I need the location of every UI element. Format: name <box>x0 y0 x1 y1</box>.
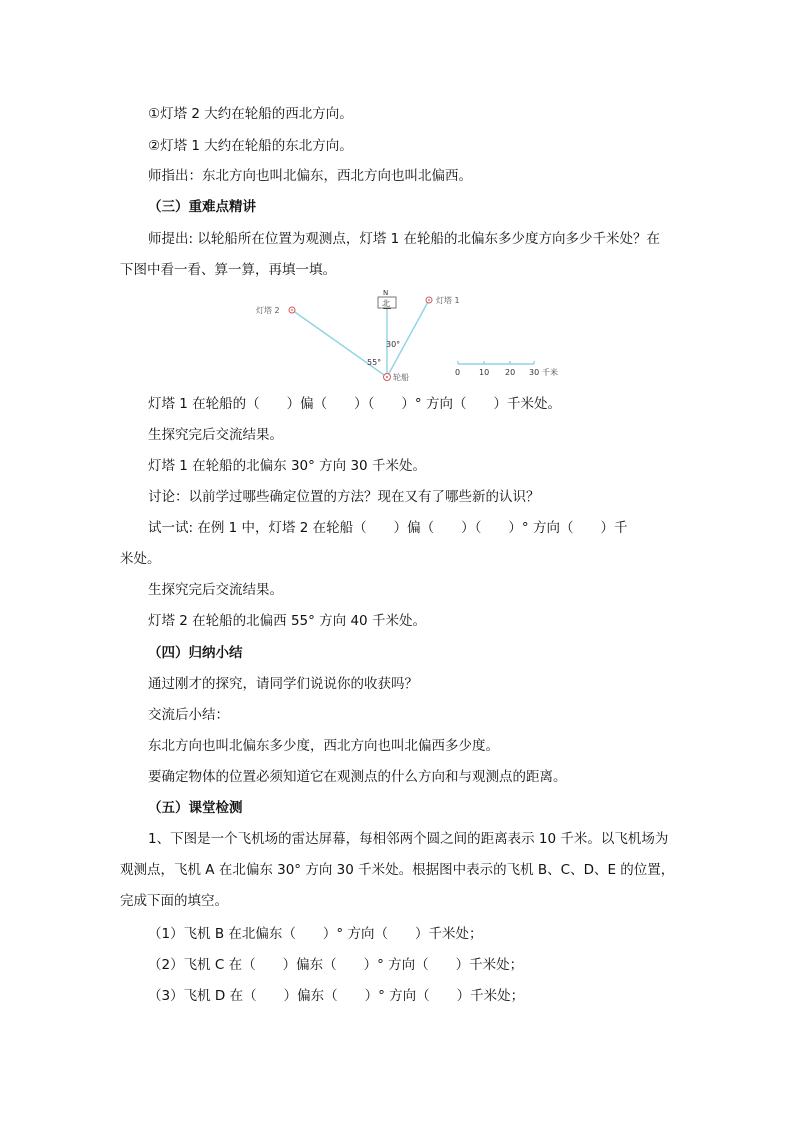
text-line-2: ②灯塔 1 大约在轮船的东北方向。 <box>148 138 353 154</box>
text-line-11: 米处。 <box>120 551 161 567</box>
text-line-13: 灯塔 2 在轮船的北偏西 55° 方向 40 千米处。 <box>148 613 426 629</box>
text-line-5: 下图中看一看、算一算，再填一填。 <box>120 262 336 278</box>
ship-label: 轮船 <box>393 373 409 382</box>
scale-tick-20: 20 <box>505 368 516 377</box>
text-line-12: 生探究完后交流结果。 <box>148 582 283 598</box>
text-line-18: 1、下图是一个飞机场的雷达屏幕，每相邻两个圆之间的距离表示 10 千米。以飞机场为 <box>148 831 669 847</box>
text-line-8: 灯塔 1 在轮船的北偏东 30° 方向 30 千米处。 <box>148 458 426 474</box>
text-line-15: 交流后小结： <box>148 707 229 723</box>
lighthouse-diagram <box>250 286 580 386</box>
north-box-label: 北 <box>382 299 390 308</box>
angle-55-label: 55° <box>367 358 382 367</box>
north-letter: N <box>383 289 389 297</box>
tower2-label: 灯塔 2 <box>256 306 280 315</box>
text-line-9: 讨论：以前学过哪些确定位置的方法？现在又有了哪些新的认识？ <box>148 489 540 505</box>
tower1-label: 灯塔 1 <box>436 296 460 305</box>
line-to-tower1 <box>387 300 429 377</box>
text-line-14: 通过刚才的探究，请同学们说说你的收获吗？ <box>148 676 418 692</box>
text-line-20: 完成下面的填空。 <box>120 893 228 909</box>
text-line-3: 师指出：东北方向也叫北偏东，西北方向也叫北偏西。 <box>148 168 472 184</box>
text-line-10: 试一试: 在例 1 中，灯塔 2 在轮船（ ）偏（ ）（ ）° 方向（ ）千 <box>148 520 628 536</box>
text-line-17: 要确定物体的位置必须知道它在观测点的什么方向和与观测点的距离。 <box>148 769 567 785</box>
text-line-22: （2）飞机 C 在（ ）偏东（ ）° 方向（ ）千米处； <box>148 957 524 973</box>
angle-30-label: 30° <box>386 340 401 349</box>
text-line-1: ①灯塔 2 大约在轮船的西北方向。 <box>148 106 353 122</box>
text-line-4: 师提出: 以轮船所在位置为观测点，灯塔 1 在轮船的北偏东多少度方向多少千米处？在 <box>148 231 661 247</box>
scale-unit: 千米 <box>542 368 558 377</box>
text-line-7: 生探究完后交流结果。 <box>148 427 283 443</box>
text-line-19: 观测点，飞机 A 在北偏东 30° 方向 30 千米处。根据图中表示的飞机 B、C、D、E 的位置， <box>120 862 675 878</box>
scale-tick-10: 10 <box>479 368 490 377</box>
text-line-6: 灯塔 1 在轮船的（ ）偏（ ）（ ）° 方向（ ）千米处。 <box>148 396 561 412</box>
section-heading-3: （三）重难点精讲 <box>148 199 256 215</box>
scale-tick-0: 0 <box>455 368 461 377</box>
text-line-21: （1）飞机 B 在北偏东（ ）° 方向（ ）千米处； <box>148 926 483 942</box>
scale-tick-30: 30 <box>529 368 540 377</box>
section-heading-4: （四）归纳小结 <box>148 645 243 661</box>
section-heading-5: （五）课堂检测 <box>148 800 243 816</box>
text-line-16: 东北方向也叫北偏东多少度，西北方向也叫北偏西多少度。 <box>148 738 499 754</box>
text-line-23: （3）飞机 D 在（ ）偏东（ ）° 方向（ ）千米处； <box>148 988 525 1004</box>
